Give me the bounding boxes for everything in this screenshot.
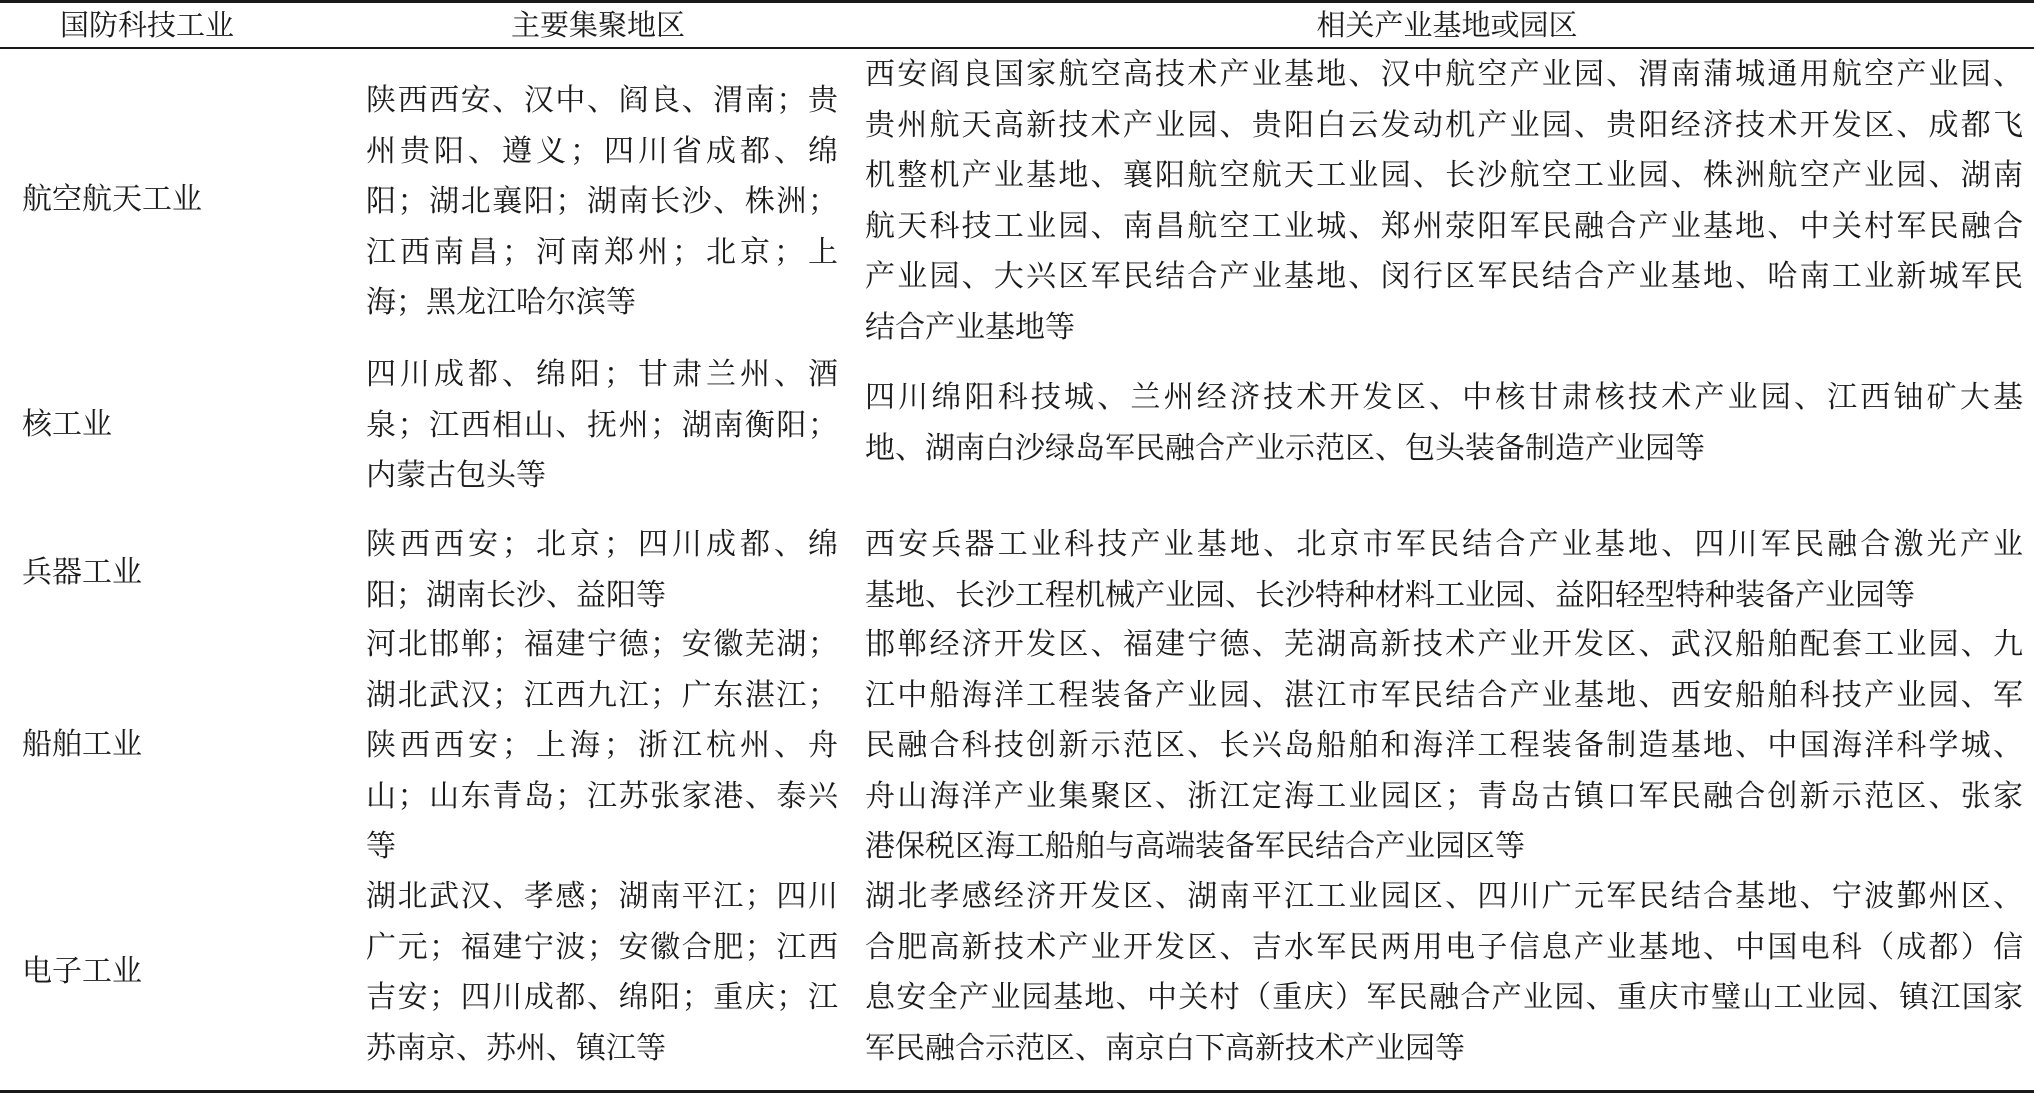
bases-cell (865, 50, 2023, 353)
regions-line: 陕西西安；北京；四川成都、绵 (366, 527, 838, 562)
bases-line: 机整机产业基地、襄阳航空航天工业园、长沙航空工业园、株洲航空产业园、湖南 (865, 158, 2023, 193)
industry-cell: 电子工业 (22, 954, 142, 989)
regions-line: 内蒙古包头等 (366, 458, 546, 493)
bases-line: 地、湖南白沙绿岛军民融合产业示范区、包头装备制造产业园等 (865, 430, 1705, 466)
bases-line: 邯郸经济开发区、福建宁德、芜湖高新技术产业开发区、武汉船舶配套工业园、九 (865, 627, 2023, 662)
regions-cell (366, 872, 838, 1074)
industry-cell: 船舶工业 (22, 727, 142, 762)
industry-cell: 核工业 (22, 407, 112, 442)
header-bases: 相关产业基地或园区 (1316, 8, 1578, 42)
bases-line: 江中船海洋工程装备产业园、湛江市军民结合产业基地、西安船舶科技产业园、军 (865, 677, 2023, 713)
regions-cell (366, 76, 838, 329)
regions-line: 泉；江西相山、抚州；湖南衡阳； (366, 407, 838, 443)
regions-cell (366, 620, 838, 873)
bases-line: 军民融合示范区、南京白下高新技术产业园等 (865, 1030, 1465, 1066)
regions-line: 州贵阳、遵义；四川省成都、绵 (366, 133, 838, 169)
bases-line: 结合产业基地等 (865, 309, 1075, 345)
regions-line: 四川成都、绵阳；甘肃兰州、酒 (366, 357, 838, 392)
regions-line: 陕西西安、汉中、阎良、渭南；贵 (366, 83, 838, 118)
bases-line: 基地、长沙工程机械产业园、长沙特种材料工业园、益阳轻型特种装备产业园等 (865, 577, 1915, 613)
regions-line: 湖北武汉；江西九江；广东湛江； (366, 677, 838, 713)
bases-line: 航天科技工业园、南昌航空工业城、郑州荥阳军民融合产业基地、中关村军民融合 (865, 208, 2023, 244)
header-industry: 国防科技工业 (60, 8, 235, 42)
regions-line: 海；黑龙江哈尔滨等 (366, 285, 636, 320)
header-regions: 主要集聚地区 (510, 8, 685, 42)
bases-line: 港保税区海工船舶与高端装备军民结合产业园区等 (865, 829, 1525, 864)
regions-line: 等 (366, 829, 396, 864)
industry-cell: 航空航天工业 (22, 182, 202, 217)
header-rule (0, 47, 2034, 49)
bases-line: 西安兵器工业科技产业基地、北京市军民结合产业基地、四川军民融合激光产业 (865, 527, 2023, 562)
bases-line: 舟山海洋产业集聚区、浙江定海工业园区；青岛古镇口军民融合创新示范区、张家 (865, 778, 2023, 814)
bases-line: 贵州航天高新技术产业园、贵阳白云发动机产业园、贵阳经济技术开发区、成都飞 (865, 107, 2023, 143)
regions-line: 山；山东青岛；江苏张家港、泰兴 (366, 778, 838, 814)
bases-line: 合肥高新技术产业开发区、吉水军民两用电子信息产业基地、中国电科（成都）信 (865, 929, 2023, 965)
regions-cell (366, 350, 838, 502)
bases-cell (865, 620, 2023, 873)
regions-line: 阳；湖北襄阳；湖南长沙、株洲； (366, 184, 838, 219)
regions-line: 阳；湖南长沙、益阳等 (366, 577, 666, 613)
industry-cell: 兵器工业 (22, 555, 142, 590)
bases-line: 四川绵阳科技城、兰州经济技术开发区、中核甘肃核技术产业园、江西铀矿大基 (865, 380, 2023, 415)
regions-cell (366, 520, 838, 621)
bases-line: 息安全产业园基地、中关村（重庆）军民融合产业园、重庆市璧山工业园、镇江国家 (865, 980, 2023, 1015)
regions-line: 河北邯郸；福建宁德；安徽芜湖； (366, 627, 838, 662)
bases-line: 湖北孝感经济开发区、湖南平江工业园区、四川广元军民结合基地、宁波鄞州区、 (865, 879, 2023, 914)
bases-cell (865, 373, 2023, 474)
bases-line: 西安阎良国家航空高技术产业基地、汉中航空产业园、渭南蒲城通用航空产业园、 (865, 57, 2023, 92)
bases-line: 产业园、大兴区军民结合产业基地、闵行区军民结合产业基地、哈南工业新城军民 (865, 259, 2023, 294)
regions-line: 江西南昌；河南郑州；北京；上 (366, 234, 838, 270)
regions-line: 湖北武汉、孝感；湖南平江；四川 (366, 879, 838, 914)
bases-cell (865, 520, 2023, 621)
bottom-rule (0, 1090, 2034, 1093)
regions-line: 广元；福建宁波；安徽合肥；江西 (366, 929, 838, 965)
top-rule (0, 0, 2034, 3)
regions-line: 吉安；四川成都、绵阳；重庆；江 (366, 980, 838, 1015)
bases-cell (865, 872, 2023, 1074)
bases-line: 民融合科技创新示范区、长兴岛船舶和海洋工程装备制造基地、中国海洋科学城、 (865, 728, 2023, 763)
regions-line: 苏南京、苏州、镇江等 (366, 1030, 666, 1066)
regions-line: 陕西西安；上海；浙江杭州、舟 (366, 728, 838, 763)
